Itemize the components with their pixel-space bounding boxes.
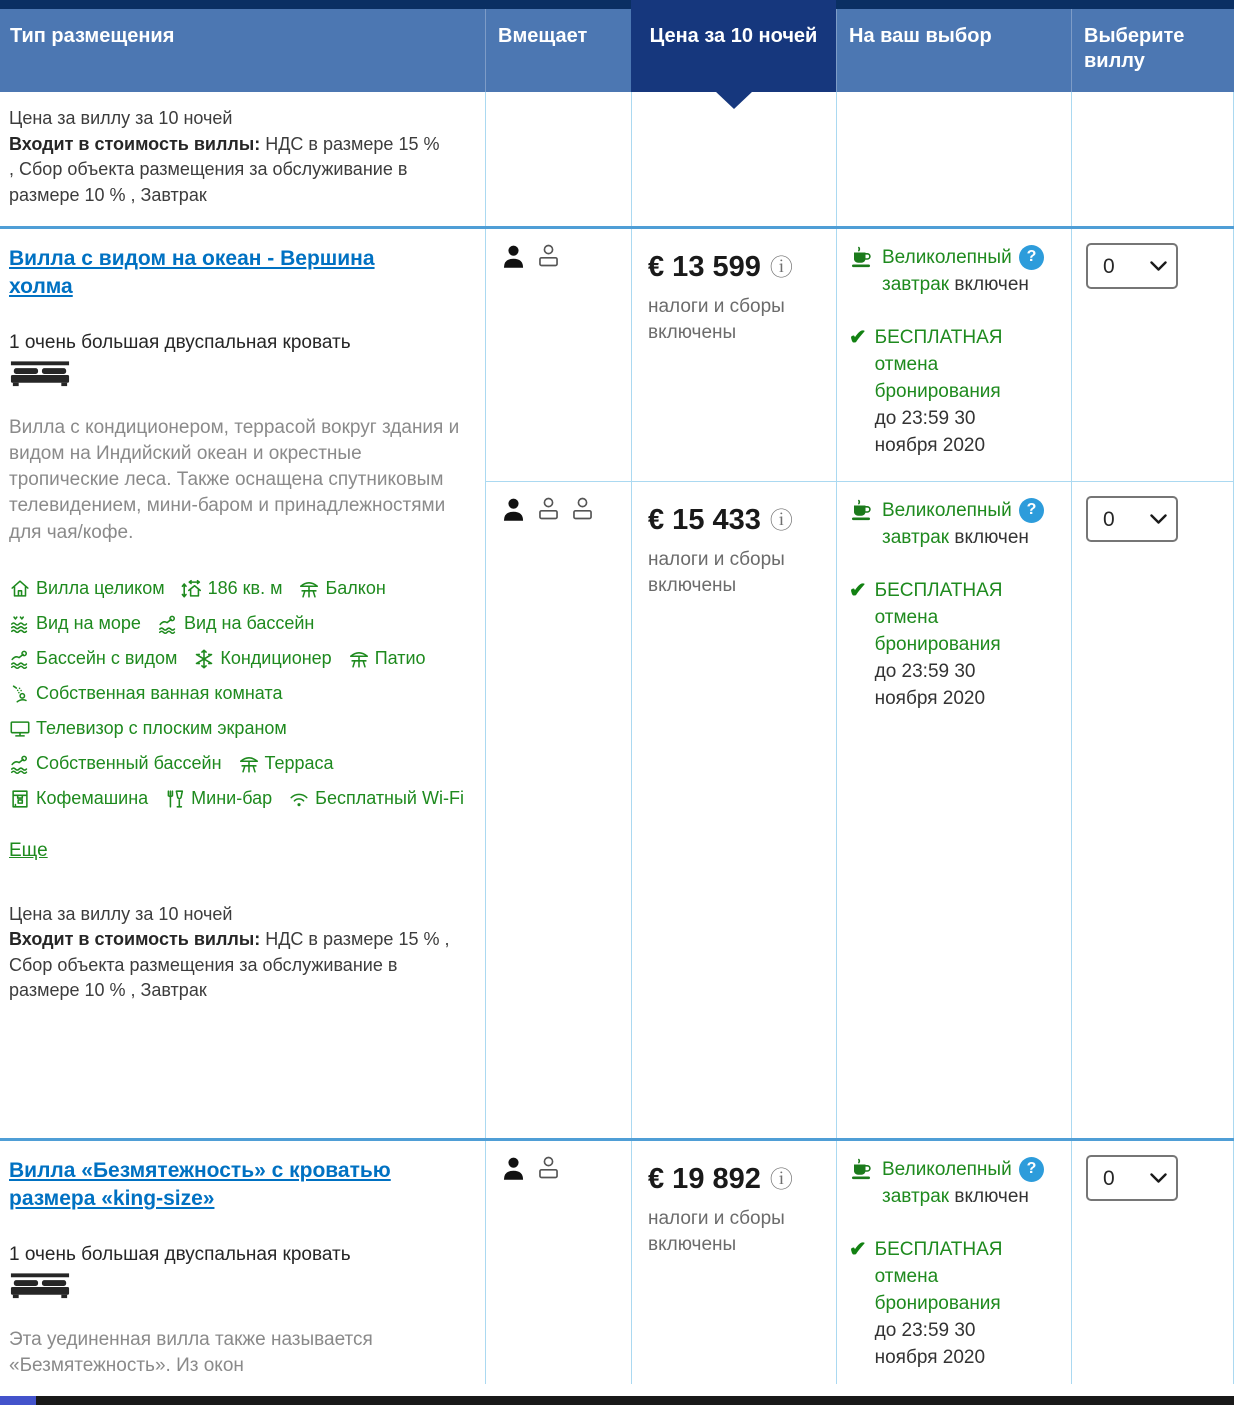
amenity-label: 186 кв. м	[207, 578, 283, 599]
child-outline-icon	[570, 496, 595, 521]
quantity-select[interactable]	[1086, 496, 1178, 542]
quantity-select[interactable]	[1086, 1155, 1178, 1201]
coffee-cup-icon	[849, 1157, 874, 1181]
amenity-label: Бесплатный Wi-Fi	[315, 788, 464, 809]
amenity-label: Вид на море	[36, 613, 141, 634]
amenity-label: Патио	[374, 648, 426, 669]
checkmark-icon: ✔	[849, 325, 867, 349]
villa1-option2-price-cell	[631, 481, 836, 1138]
coffee-cup-icon	[849, 498, 874, 522]
amenity-size	[181, 578, 283, 600]
snowflake-icon	[193, 648, 215, 670]
amenity-minibar	[164, 788, 272, 810]
fee-description	[0, 92, 458, 218]
amenity-terrace	[238, 753, 334, 775]
amenity-label: Бассейн с видом	[36, 648, 178, 669]
checkmark-icon: ✔	[849, 578, 867, 602]
header-capacity: Вмещает	[485, 9, 631, 92]
breakfast-included-text: включен	[949, 1185, 1029, 1207]
price-info-icon[interactable]: ⓘ	[769, 507, 793, 533]
amenity-coffee-machine	[9, 788, 148, 810]
villa-row-serenity	[0, 1138, 1234, 1394]
shower-icon	[9, 683, 31, 705]
villa1-description: Вилла с кондиционером, террасой вокруг здания и видом на Индийский океан и окрестные тропические леса. Также оснащена спутниковым телевидением, мини-баром и принадлежностями для чая/кофе.	[9, 416, 460, 543]
amenity-sea-view	[9, 613, 141, 635]
child-outline-icon	[536, 1155, 561, 1180]
coffee-cup-icon	[849, 245, 874, 269]
parasol-icon	[348, 648, 370, 670]
villa2-price-cell	[631, 1141, 836, 1384]
villa1-option2-choice-cell	[836, 481, 1071, 1138]
header-accommodation-type: Тип размещения	[10, 25, 175, 47]
free-cancellation-block	[849, 578, 1063, 713]
villa1-option1-price-cell	[631, 229, 836, 481]
price-value: € 13 599	[648, 251, 761, 283]
amenity-balcony	[298, 578, 385, 600]
amenity-label: Собственный бассейн	[36, 753, 222, 774]
breakfast-included-text: включен	[949, 273, 1029, 295]
villa1-option1-choice-cell	[836, 229, 1071, 481]
question-help-icon[interactable]: ?	[1019, 498, 1044, 523]
empty-cell	[485, 92, 631, 226]
coffee-machine-icon	[9, 788, 31, 810]
amenity-label: Вилла целиком	[36, 578, 165, 599]
villa1-bed-info: 1 очень большая двуспальная кровать	[9, 331, 351, 353]
amenity-label: Балкон	[325, 578, 386, 599]
fee-description	[9, 902, 467, 1004]
fee-price-line: Цена за виллу за 10 ночей	[9, 903, 233, 924]
empty-cell	[836, 92, 1071, 226]
price-info-icon[interactable]: ⓘ	[769, 254, 793, 280]
breakfast-included-text: включен	[949, 526, 1029, 548]
breakfast-text: Великолепный завтрак	[882, 1159, 1012, 1207]
villa1-title-link[interactable]: Вилла с видом на океан - Вершина холма	[9, 247, 375, 299]
house-icon	[9, 578, 31, 600]
amenity-air-conditioning	[193, 648, 331, 670]
amenity-private-pool	[9, 753, 222, 775]
free-cancellation-block	[849, 325, 1063, 460]
header-your-choice: На ваш выбор	[836, 9, 1071, 92]
villa2-title-link[interactable]: Вилла «Безмятежность» с кроватью размера «king-size»	[9, 1159, 391, 1211]
amenity-label: Вид на бассейн	[183, 613, 315, 634]
villa2-type-cell	[0, 1141, 485, 1394]
checkmark-icon: ✔	[849, 1237, 867, 1261]
taxes-note: налоги и сборы включены	[648, 1208, 785, 1255]
fee-price-line: Цена за виллу за 10 ночей	[9, 108, 233, 128]
villa1-option2-select-cell	[1071, 481, 1234, 1138]
header-select-villa: Выберите виллу	[1084, 25, 1185, 72]
amenity-label: Кофемашина	[36, 788, 149, 809]
amenity-entire-villa	[9, 578, 165, 600]
fee-includes-text: НДС в размере 15 % , Сбор объекта размещения за обслуживание в размере 10 % , Завтрак	[9, 133, 440, 205]
amenity-free-wifi	[288, 788, 464, 810]
free-cancellation-text: БЕСПЛАТНАЯ отмена бронирования	[874, 326, 1003, 402]
amenity-label: Терраса	[264, 753, 334, 774]
question-help-icon[interactable]: ?	[1019, 1157, 1044, 1182]
swimmer-icon	[9, 648, 31, 670]
taxes-note: налоги и сборы включены	[648, 296, 785, 343]
price-value: € 19 892	[648, 1163, 761, 1195]
table-header-row	[0, 9, 1234, 92]
sea-waves-icon	[9, 613, 31, 635]
child-outline-icon	[536, 243, 561, 268]
villa1-option1-select-cell	[1071, 229, 1234, 481]
more-amenities-link[interactable]: Еще	[9, 839, 48, 861]
amenity-label: Собственная ванная комната	[36, 683, 283, 704]
villa1-amenities-list	[9, 578, 471, 810]
fee-includes-label: Входит в стоимость виллы:	[9, 133, 261, 154]
fee-includes-line	[9, 927, 467, 1004]
amenity-flatscreen-tv	[9, 718, 287, 740]
villa1-option1-capacity	[485, 229, 631, 481]
wifi-icon	[288, 788, 310, 810]
amenity-private-bathroom	[9, 683, 282, 705]
empty-cell	[631, 92, 836, 226]
empty-cell	[1071, 92, 1234, 226]
header-price-selected: Цена за 10 ночей	[631, 0, 836, 92]
swimmer-icon	[9, 753, 31, 775]
breakfast-included-block	[849, 1157, 1063, 1211]
bottom-bar-blue-segment	[0, 1396, 36, 1405]
double-bed-icon	[9, 360, 71, 387]
fees-intro-row	[0, 92, 1234, 226]
tv-icon	[9, 718, 31, 740]
free-cancellation-text: БЕСПЛАТНАЯ отмена бронирования	[874, 579, 1003, 655]
fee-includes-label: Входит в стоимость виллы:	[9, 929, 261, 950]
quantity-select[interactable]	[1086, 243, 1178, 289]
taxes-note: налоги и сборы включены	[648, 549, 785, 596]
breakfast-included-block	[849, 498, 1063, 552]
question-help-icon[interactable]: ?	[1019, 245, 1044, 270]
villa-row-ocean-view	[0, 226, 1234, 1138]
amenity-label: Кондиционер	[220, 648, 332, 669]
amenity-patio	[348, 648, 426, 670]
breakfast-included-block	[849, 245, 1063, 299]
amenity-pool-with-view	[9, 648, 177, 670]
minibar-icon	[164, 788, 186, 810]
swimmer-icon	[157, 613, 179, 635]
amenity-label: Мини-бар	[191, 788, 273, 809]
price-info-icon[interactable]: ⓘ	[769, 1166, 793, 1192]
villa2-description: Эта уединенная вилла также называется «Безмятежность». Из окон	[9, 1328, 373, 1376]
bottom-media-bar	[0, 1396, 1234, 1405]
breakfast-text: Великолепный завтрак	[882, 247, 1012, 295]
breakfast-text: Великолепный завтрак	[882, 500, 1012, 548]
free-cancellation-text: БЕСПЛАТНАЯ отмена бронирования	[874, 1238, 1003, 1314]
villa2-choice-cell	[836, 1141, 1071, 1384]
amenity-label: Телевизор с плоским экраном	[36, 718, 287, 739]
fee-includes-text: НДС в размере 15 % , Сбор объекта размещения за обслуживание в размере 10 % , Завтрак	[9, 929, 450, 1001]
adult-icon	[500, 1155, 527, 1182]
villa1-option2-capacity	[485, 481, 631, 1138]
villa2-capacity	[485, 1141, 631, 1384]
parasol-icon	[238, 753, 260, 775]
villa1-type-cell	[0, 229, 485, 1138]
fee-includes-line	[9, 132, 444, 209]
parasol-icon	[298, 578, 320, 600]
child-outline-icon	[536, 496, 561, 521]
amenity-pool-view	[157, 613, 314, 635]
villa2-bed-info: 1 очень большая двуспальная кровать	[9, 1243, 351, 1265]
adult-icon	[500, 496, 527, 523]
bottom-bar-dark-segment	[36, 1396, 1234, 1405]
cancellation-deadline-text: до 23:59 30 ноября 2020	[874, 1319, 986, 1368]
villa2-select-cell	[1071, 1141, 1234, 1384]
free-cancellation-block	[849, 1237, 1063, 1372]
adult-icon	[500, 243, 527, 270]
cancellation-deadline-text: до 23:59 30 ноября 2020	[874, 407, 986, 456]
price-value: € 15 433	[648, 504, 761, 536]
table-top-strip	[0, 0, 1234, 9]
fees-intro-cell	[0, 92, 485, 226]
cancellation-deadline-text: до 23:59 30 ноября 2020	[874, 660, 986, 709]
dimensions-icon	[181, 578, 203, 600]
double-bed-icon	[9, 1272, 71, 1299]
